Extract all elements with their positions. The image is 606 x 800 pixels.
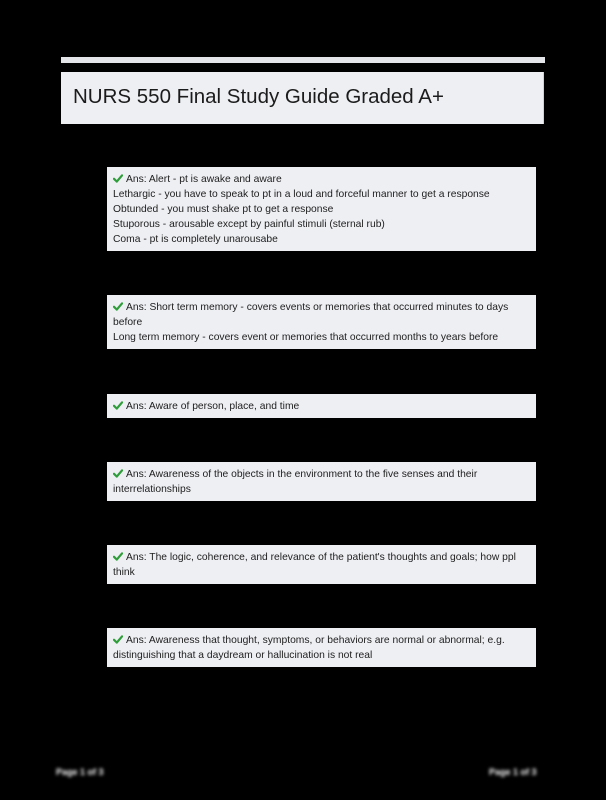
check-icon [113, 469, 123, 478]
answer-box-4 [107, 462, 536, 501]
answer-box-5 [107, 545, 536, 584]
answer-line: Lethargic - you have to speak to pt in a loud and forceful manner to get a response [113, 189, 490, 200]
top-divider [61, 57, 545, 63]
answer-line: Obtunded - you must shake pt to get a response [113, 204, 334, 215]
answer-line: Ans: Short term memory - covers events or memories that occurred minutes to days before [113, 302, 509, 328]
answer-line: Coma - pt is completely unarousabe [113, 234, 278, 245]
footer-left-text: Page 1 of 3 [56, 767, 104, 777]
answer-box-1 [107, 167, 536, 251]
page-title: NURS 550 Final Study Guide Graded A+ [73, 85, 444, 108]
answer-line: Ans: Awareness of the objects in the environment to the five senses and their interrelationships [113, 469, 478, 495]
answer-line: Ans: The logic, coherence, and relevance of the patient's thoughts and goals; how ppl think [113, 552, 516, 578]
check-icon [113, 635, 123, 644]
check-icon [113, 174, 123, 183]
check-icon [113, 302, 123, 311]
answer-line: Ans: Aware of person, place, and time [113, 399, 530, 414]
answer-box-2 [107, 295, 536, 349]
answer-line: Ans: Awareness that thought, symptoms, or behaviors are normal or abnormal; e.g. distinguishing that a daydream or hallucination is not real [113, 635, 505, 661]
answer-line: Ans: Alert - pt is awake and aware [113, 172, 530, 187]
answer-box-3 [107, 394, 536, 418]
answer-line: Stuporous - arousable except by painful stimuli (sternal rub) [113, 219, 385, 230]
check-icon [113, 552, 123, 561]
title-box [61, 72, 544, 124]
footer-page-number: Page 1 of 3 [489, 767, 537, 777]
answer-line: Long term memory - covers event or memories that occurred months to years before [113, 332, 499, 343]
answer-box-6 [107, 628, 536, 667]
check-icon [113, 401, 123, 410]
